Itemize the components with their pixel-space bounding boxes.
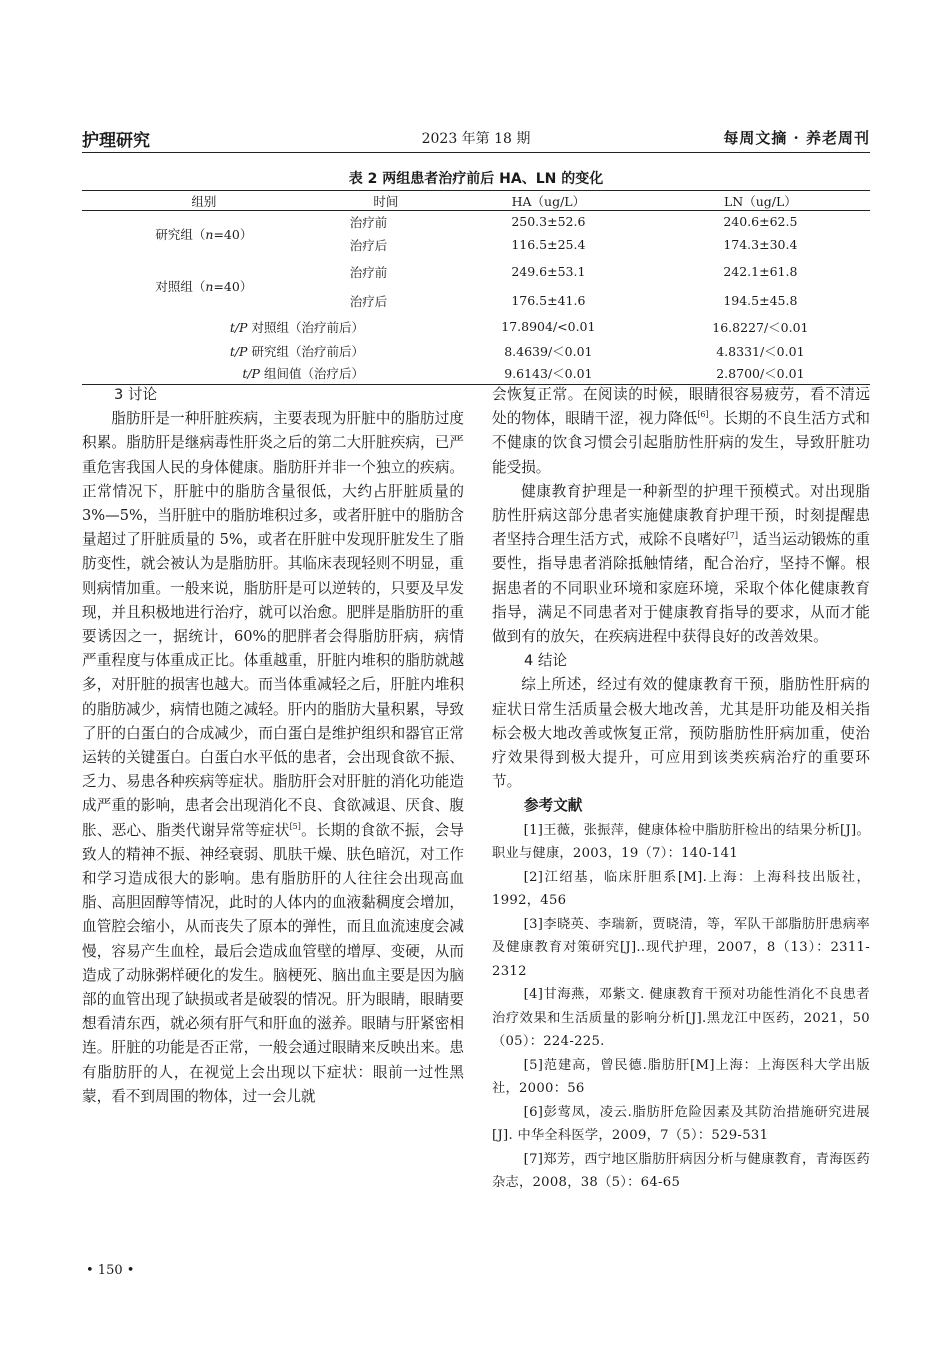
ln-cell: 4.8331/＜0.01 bbox=[716, 343, 805, 359]
left-column bbox=[82, 383, 464, 1109]
col-header-time: 时间 bbox=[373, 193, 399, 209]
time-cell: 治疗后 bbox=[349, 237, 388, 253]
journal-name: 护理研究 bbox=[82, 131, 150, 151]
issue-label: 2023 年第 18 期 bbox=[421, 131, 531, 147]
ha-cell: 176.5±41.6 bbox=[511, 293, 586, 308]
stat-label: t/P 组间值（治疗后） bbox=[242, 366, 364, 382]
reference-item: [2]江绍基，临床肝胆系[M].上海：上海科技出版社，1992，456 bbox=[492, 869, 870, 909]
ha-cell: 9.6143/＜0.01 bbox=[504, 366, 593, 382]
ln-cell: 242.1±61.8 bbox=[723, 264, 798, 279]
time-cell: 治疗前 bbox=[349, 214, 388, 230]
time-cell: 治疗后 bbox=[349, 293, 388, 309]
col-header-ln: LN（ug/L） bbox=[723, 193, 797, 209]
citation-5: [5] bbox=[289, 821, 301, 831]
section-3-heading: 3 讨论 bbox=[114, 386, 158, 403]
section-4-heading: 4 结论 bbox=[524, 652, 568, 670]
publication-name: 每周文摘 · 养老周刊 bbox=[723, 129, 870, 147]
ln-cell: 16.8227/＜0.01 bbox=[712, 319, 809, 335]
running-header bbox=[82, 126, 870, 152]
table-row bbox=[82, 363, 870, 385]
reference-list bbox=[492, 819, 870, 1195]
ln-cell: 194.5±45.8 bbox=[723, 293, 798, 308]
ha-cell: 8.4639/＜0.01 bbox=[504, 343, 593, 359]
col-header-group: 组别 bbox=[191, 193, 217, 209]
table-title: 表 2 两组患者治疗前后 HA、LN 的变化 bbox=[348, 171, 604, 187]
header-rule bbox=[82, 152, 870, 153]
citation-6: [6] bbox=[697, 410, 709, 420]
ha-cell: 250.3±52.6 bbox=[511, 214, 586, 230]
reference-item: [6]彭莺凤，凌云.脂肪肝危险因素及其防治措施研究进展[J]. 中华全科医学，2009，7（5）：529-531 bbox=[492, 1104, 870, 1144]
citation-7: [7] bbox=[726, 531, 738, 541]
table-row bbox=[82, 315, 870, 339]
table-row bbox=[82, 257, 870, 287]
nursing-paragraph: 健康教育护理是一种新型的护理干预模式。对出现脂肪性肝病这部分患者实施健康教育护理干预，时刻提醒患者坚持合理生活方式，戒除不良嗜好[7]，适当运动锻炼的重要性，指导患者消除抵触情绪，配合治疗，坚持不懈。根据患者的不同职业环境和家庭环境，采取个体化健康教育指导，满足不同患者对于健康教育指导的要求，从而才能做到有的放矢，在疾病进程中获得良好的改善效果。 bbox=[492, 482, 870, 646]
right-column bbox=[492, 383, 870, 1195]
conclusion-paragraph: 综上所述，经过有效的健康教育干预，脂肪性肝病的症状日常生活质量会极大地改善，尤其是肝功能及相关指标会极大地改善或恢复正常，预防脂肪性肝病加重，使治疗效果得到极大提升，可应用到该类疾病治疗的重要环节。 bbox=[492, 676, 870, 791]
reference-item: [4]甘海燕，邓紫文. 健康教育干预对功能性消化不良患者治疗效果和生活质量的影响分析[J].黑龙江中医药，2021，50（05）：224-225. bbox=[492, 987, 870, 1050]
stat-label: t/P 对照组（治疗前后） bbox=[229, 319, 364, 335]
ln-cell: 174.3±30.4 bbox=[723, 237, 798, 252]
col-header-ha: HA（ug/L） bbox=[511, 193, 586, 209]
reference-item: [1]王薇，张振萍，健康体检中脂肪肝检出的结果分析[J]。职业与健康，2003，19（7）：140-141 bbox=[492, 822, 870, 862]
reference-item: [7]郑芳，西宁地区脂肪肝病因分析与健康教育，青海医药杂志，2008，38（5）：64-65 bbox=[492, 1151, 870, 1191]
ln-cell: 240.6±62.5 bbox=[723, 214, 798, 230]
stat-label: t/P 研究组（治疗前后） bbox=[229, 343, 364, 359]
table-header-row bbox=[82, 191, 870, 211]
ln-cell: 2.8700/＜0.01 bbox=[716, 366, 805, 382]
ha-cell: 249.6±53.1 bbox=[511, 264, 586, 279]
reference-item: [3]李晓英、李瑞新，贾晓清，等，军队干部脂肪肝患病率及健康教育对策研究[J]..现代护理，2007，8（13）：2311-2312 bbox=[492, 916, 870, 979]
reference-item: [5]范建高，曾民德.脂肪肝[M]上海：上海医科大学出版社，2000：56 bbox=[492, 1057, 870, 1097]
results-table bbox=[82, 190, 870, 385]
ha-cell: 116.5±25.4 bbox=[511, 237, 586, 252]
page-number: • 150 • bbox=[86, 1263, 135, 1278]
time-cell: 治疗前 bbox=[349, 264, 388, 280]
table-row bbox=[82, 211, 870, 233]
table-row bbox=[82, 339, 870, 363]
discussion-paragraph-cont: 会恢复正常。在阅读的时候，眼睛很容易疲劳，看不清远处的物体，眼睛干涩，视力降低[6]。长期的不良生活方式和不健康的饮食习惯会引起脂肪性肝病的发生，导致肝脏功能受损。 bbox=[492, 386, 870, 476]
ha-cell: 17.8904/<0.01 bbox=[501, 319, 596, 334]
discussion-paragraph: 脂肪肝是一种肝脏疾病，主要表现为肝脏中的脂肪过度积累。脂肪肝是继病毒性肝炎之后的第二大肝脏疾病，已严重危害我国人民的身体健康。脂肪肝并非一个独立的疾病。正常情况下，肝脏中的脂肪含量很低，大约占肝脏质量的3%—5%，当肝脏中的脂肪堆积过多，或者肝脏中的脂肪含量超过了肝脏质量的 5%，或者在肝脏中发现肝脏发生了脂肪变性，就会被认为是脂肪肝。其临床表现轻则不明显，重则病情加重。一般来说，脂肪肝是可以逆转的，只要及早发现，并且积极地进行治疗，就可以治愈。肥胖是脂肪肝的重要诱因之一，据统计，60%的肥胖者会得脂肪肝病，病情严重程度与体重成正比。体重越重，肝脏内堆积的脂肪就越多，对肝脏的损害也越大。而当体重减轻之后，肝脏内堆积的脂肪减少，病情也随之减轻。肝内的脂肪大量积累，导致了肝的白蛋白的合成减少，而白蛋白是维护组织和器官正常运转的关键蛋白。白蛋白水平低的患者，会出现食欲不振、乏力、易患各种疾病等症状。脂肪肝会对肝脏的消化功能造成严重的影响，患者会出现消化不良、食欲减退、厌食、腹胀、恶心、脂类代谢异常等症状[5]。长期的食欲不振，会导致人的精神不振、神经衰弱、肌肤干燥、肤色暗沉，对工作和学习造成很大的影响。患有脂肪肝的人往往会出现高血脂、高胆固醇等情况，此时的人体内的血液黏稠度会增加，血管腔会缩小，从而丧失了原本的弹性，而且血流速度会减慢，容易产生血栓，最后会造成血管壁的增厚、变硬，从而造成了动脉粥样硬化的发生。脑梗死、脑出血主要是因为脑部的血管出现了缺损或者是破裂的情况。肝为眼睛，眼睛要想看清东西，就必须有肝气和肝血的滋养。眼睛与肝紧密相连。肝脏的功能是否正常，一般会通过眼睛来反映出来。患有脂肪肝的人，在视觉上会出现以下症状：眼前一过性黑蒙，看不到周围的物体，过一会儿就 bbox=[82, 410, 464, 1105]
group-label: 研究组（n=40） bbox=[155, 226, 253, 242]
group-label: 对照组（n=40） bbox=[155, 278, 253, 294]
references-heading: 参考文献 bbox=[524, 797, 583, 815]
